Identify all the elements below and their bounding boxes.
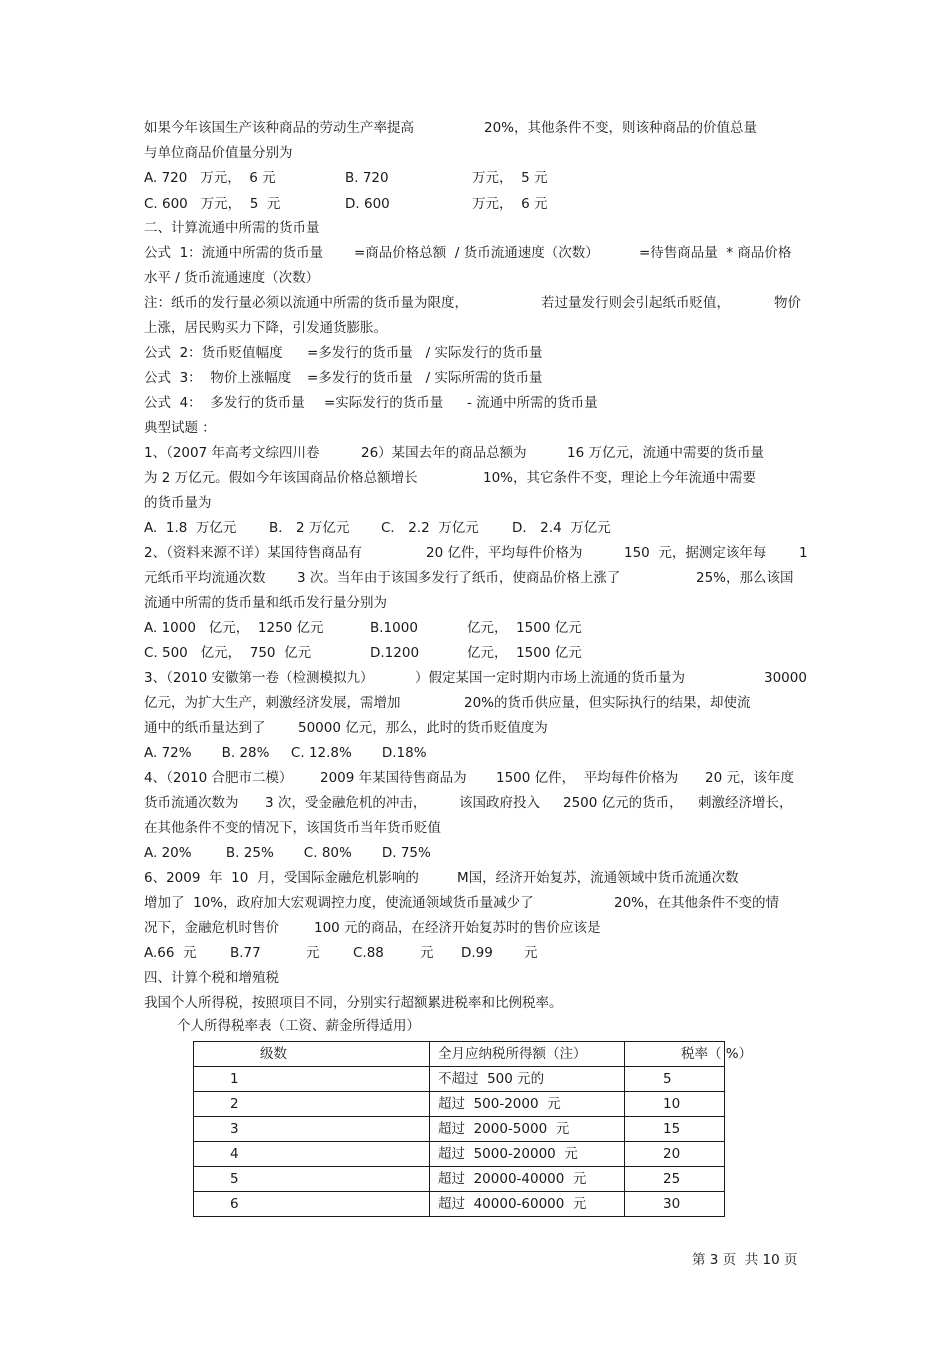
table-cell: 超过 2000-5000 元	[430, 1117, 625, 1142]
table-header-cell: 全月应纳税所得额（注）	[430, 1042, 625, 1067]
table-row	[194, 1142, 725, 1167]
table-cell: 20	[625, 1142, 725, 1167]
table-caption: 个人所得税率表（工资、薪金所得适用）	[177, 1018, 420, 1034]
document-page: 如果今年该国生产该种商品的劳动生产率提高 20%，其他条件不变，则该种商品的价值总量 与单位商品价值量分别为 A. 720 万元， 6 元 B. 720 万元， 5 元 C. 600 万元， 5 元 D. 600 万元， 6 元 二、计算流通中所需的货币量 公式 1：流通中所需的货币量 =商品价格总额 / 货币流通速度（次数） =待售商品量 * 商品价格 水平 / 货币流通速度（次数） 注：纸币的发行量必须以流通中所需的货币量为限度， 若过量发行则会引起纸币贬值， 物价 上涨，居民购买力下降，引发通货膨胀。 公式 2：货币贬值幅度 =多发行的货币量 / 实际发行的货币量 公式 3： 物价上涨幅度 =多发行的货币量 / 实际所需的货币量 公式 4： 多发行的货币量 =实际发行的货币量 - 流通中所需的货币量 典型试题 ： 1、（2007 年高考文综四川卷 26）某国去年的商品总额为 16 万亿元，流通中需要的货币量 为 2 万亿元。假如今年该国商品价格总额增长 10%，其它条件不变，理论上今年流通中需要 的货币量为 A. 1.8 万亿元 B． 2 万亿元 C． 2.2 万亿元 D． 2.4 万亿元 2、（资料来源不详）某国待售商品有 20 亿件，平均每件价格为 150 元，据测定该年每 1 元纸币平均流通次数 3 次。当年由于该国多发行了纸币，使商品价格上涨了 25%，那么该国 流通中所需的货币量和纸币发行量分别为 A. 1000 亿元， 1250 亿元 B.1000 亿元， 1500 亿元 C. 500 亿元， 750 亿元 D.1200 亿元， 1500 亿元 3、（2010 安徽第一卷（检测模拟九） ）假定某国一定时期内市场上流通的货币量为 30000 亿元，为扩大生产，刺激经济发展，需增加 20%的货币供应量，但实际执行的结果，却使流 通中的纸币量达到了 50000 亿元，那么，此时的货币贬值度为 A. 72% B. 28% C. 12.8% D.18% 4、（2010 合肥市二模） 2009 年某国待售商品为 1500 亿件， 平均每件价格为 20 元，该年度 货币流通次数为 3 次，受金融危机的冲击， 该国政府投入 2500 亿元的货币， 刺激经济增长， 在其他条件不变的情况下，该国货币当年货币贬值 A. 20% B. 25% C. 80% D. 75% 6、2009 年 10 月，受国际金融危机影响的 M国，经济开始复苏，流通领域中货币流通次数 增加了 10%，政府加大宏观调控力度，使流通领域货币量减少了 20%，在其他条件不变的情 况下，金融危机时售价 100 元的商品，在经济开始复苏时的售价应该是 A.66 元 B.77 元 C.88 元 D.99 元 四、计算个税和增殖税 我国个人所得税，按照项目不同，分别实行超额累进税率和比例税率。 个人所得税率表（工资、薪金所得适用） 级数 全月应纳税所得额（注） 税率（ %） 1 不超过 500 元的 5 2 超过 500-2000 元 10 3 超过 2000-5000 元 15 4 超过 5000-20000 元 20 5 超过 20000-40000 元 25 6 超过 40000-60000 元 30 第 3 页 共 10 页	[144, 120, 808, 1268]
table-cell: 5	[625, 1067, 725, 1092]
table-header-cell: 税率（ %）	[625, 1042, 725, 1067]
table-cell: 超过 40000-60000 元	[430, 1192, 625, 1217]
table-row	[194, 1092, 725, 1117]
table-cell: 25	[625, 1167, 725, 1192]
table-cell: 2	[194, 1092, 430, 1117]
table-row	[194, 1192, 725, 1217]
table-cell: 4	[194, 1142, 430, 1167]
table-row	[194, 1167, 725, 1192]
table-cell: 超过 500-2000 元	[430, 1092, 625, 1117]
table-cell: 30	[625, 1192, 725, 1217]
table-cell: 10	[625, 1092, 725, 1117]
table-cell: 5	[194, 1167, 430, 1192]
table-cell: 15	[625, 1117, 725, 1142]
table-header-cell: 级数	[194, 1042, 430, 1067]
table-cell: 6	[194, 1192, 430, 1217]
table-cell: 超过 5000-20000 元	[430, 1142, 625, 1167]
tax-rate-table	[193, 1041, 753, 1217]
table-cell: 不超过 500 元的	[430, 1067, 625, 1092]
table-row	[194, 1117, 725, 1142]
table-row	[194, 1067, 725, 1092]
table-header-row	[194, 1042, 725, 1067]
page-footer: 第 3 页 共 10 页	[692, 1252, 798, 1268]
table-cell: 3	[194, 1117, 430, 1142]
table-cell: 超过 20000-40000 元	[430, 1167, 625, 1192]
table-cell: 1	[194, 1067, 430, 1092]
